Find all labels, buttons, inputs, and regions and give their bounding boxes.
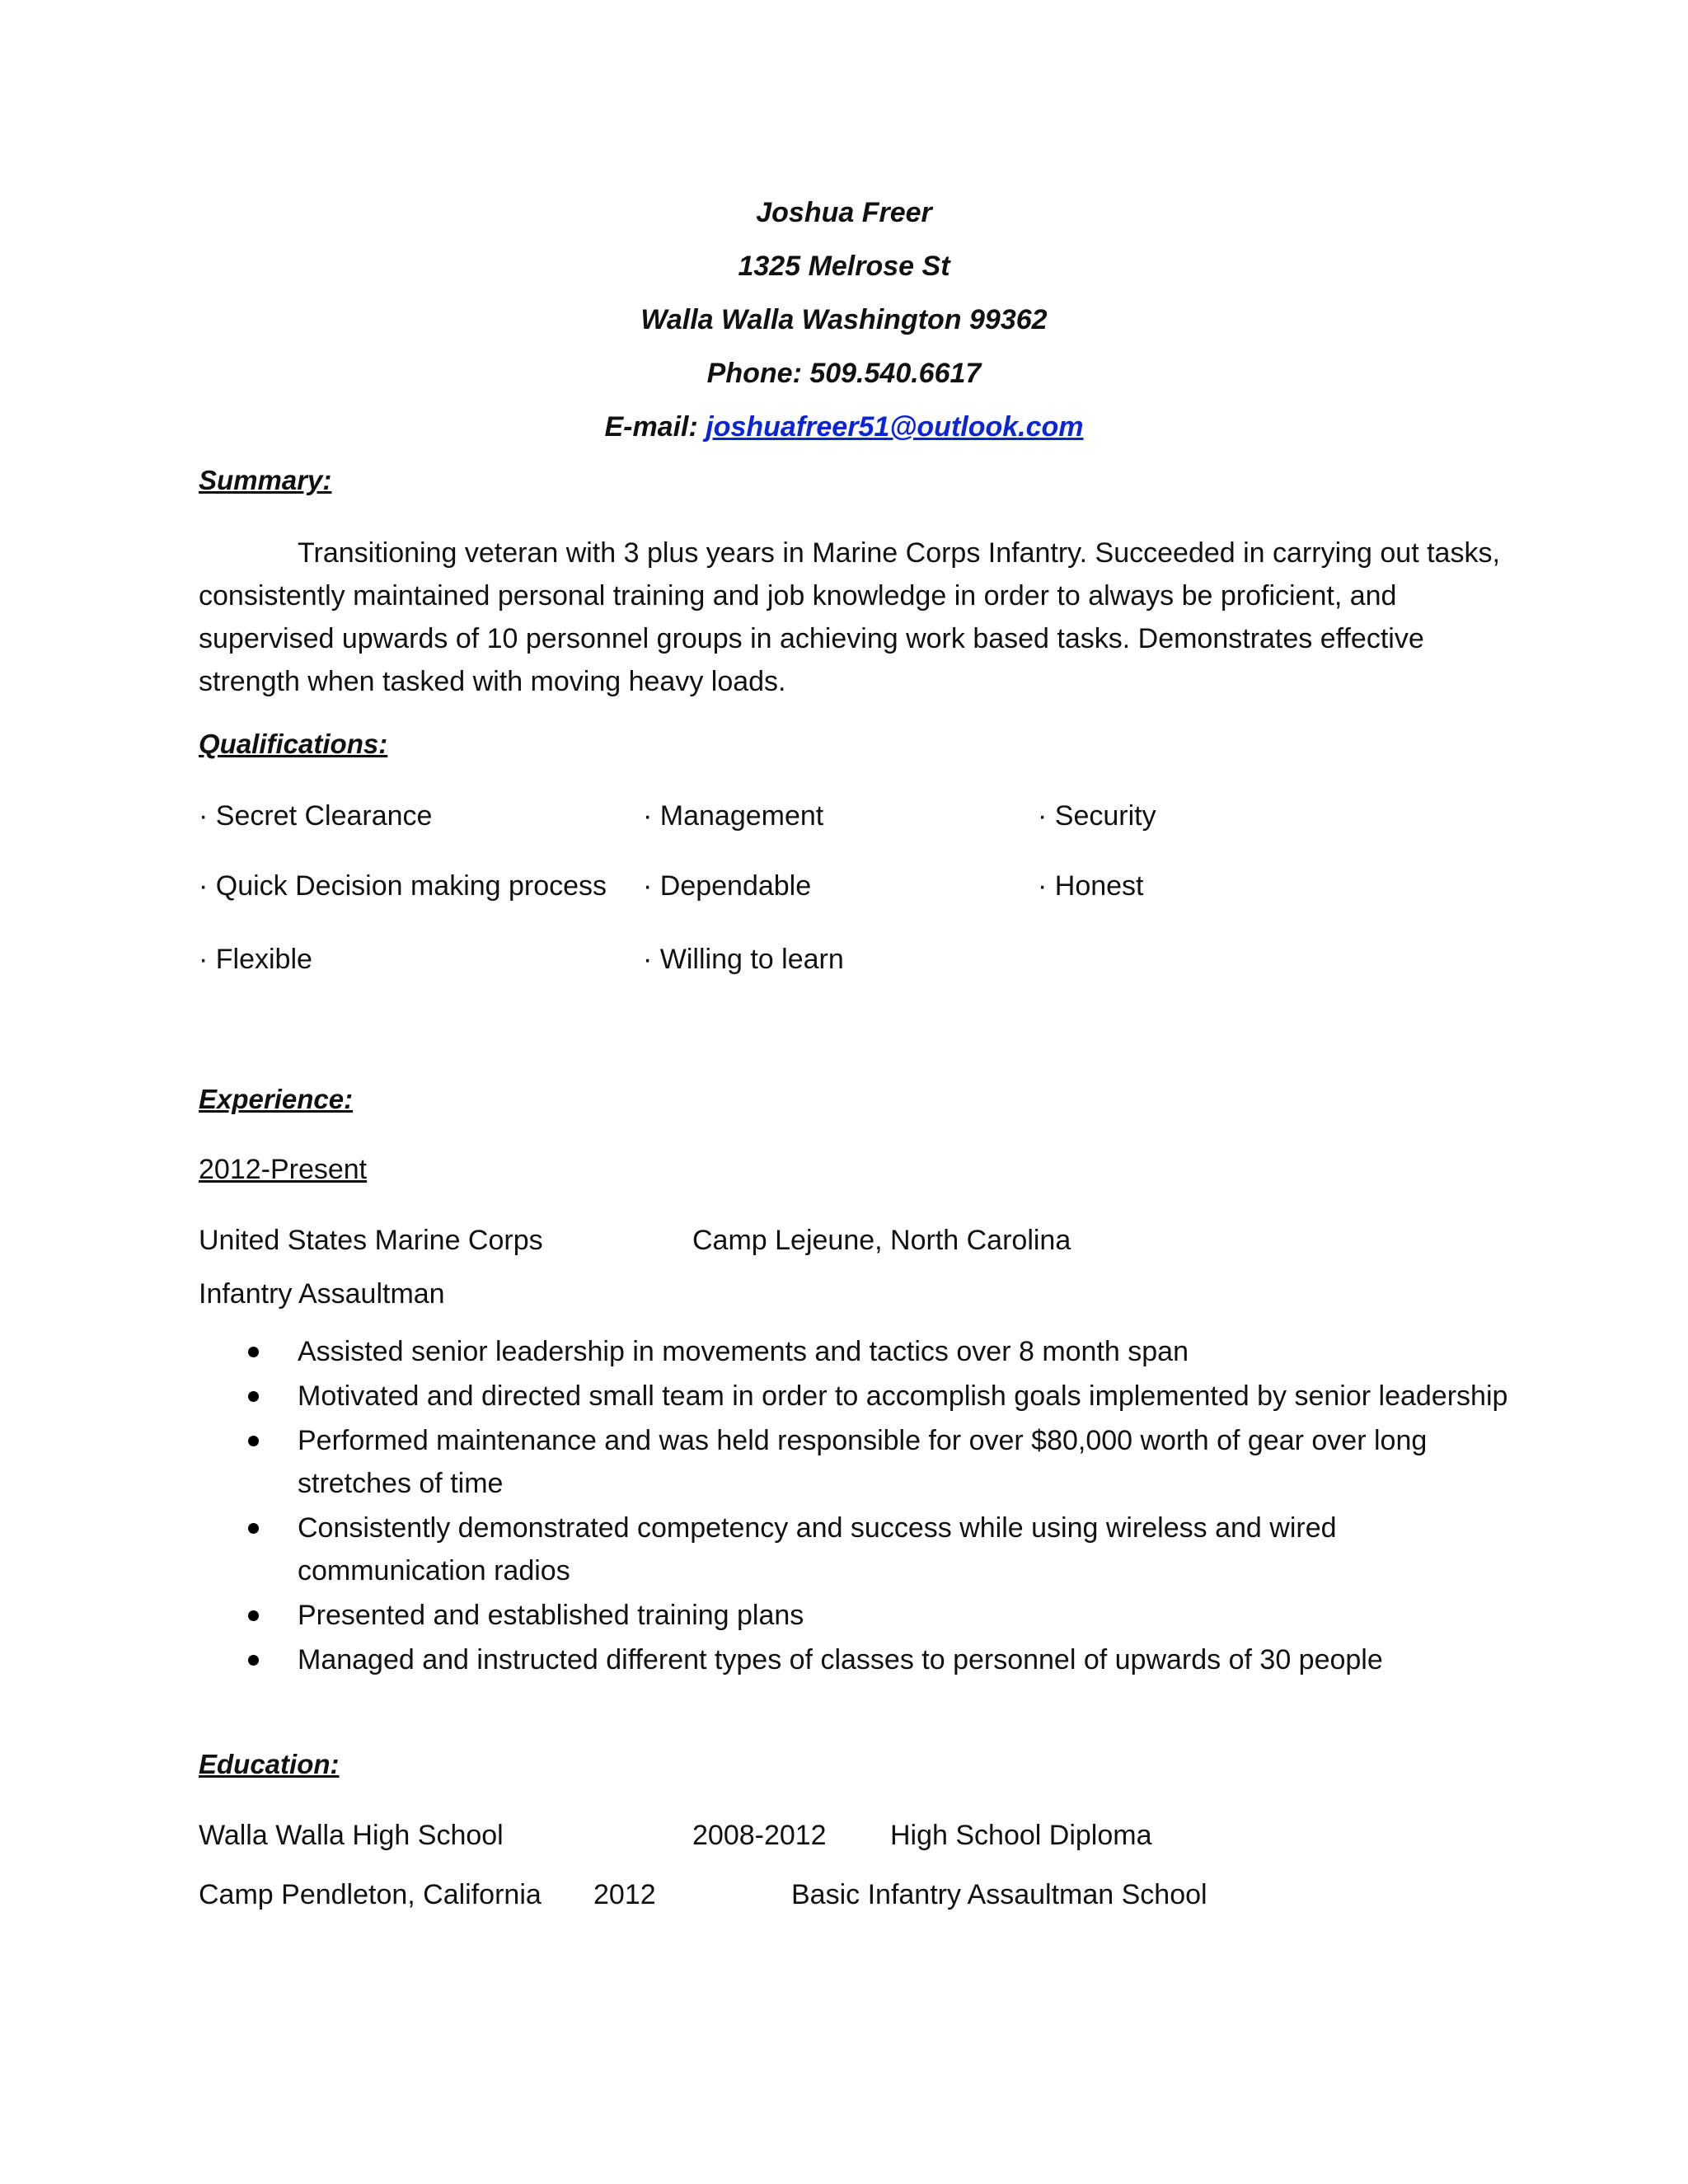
- qualification-item: · Quick Decision making process: [199, 870, 607, 902]
- education-years: 2012: [593, 1879, 656, 1910]
- education-credential: High School Diploma: [890, 1820, 1152, 1851]
- qualifications-heading: Qualifications:: [199, 729, 388, 759]
- bullet-icon: [248, 1655, 259, 1666]
- education-years: 2008-2012: [692, 1820, 827, 1851]
- job-title: Infantry Assaultman: [199, 1278, 445, 1310]
- qualification-item: · Flexible: [199, 944, 312, 975]
- email-link[interactable]: joshuafreer51@outlook.com: [706, 411, 1084, 443]
- email-line: [0, 409, 1688, 445]
- street-address: 1325 Melrose St: [738, 251, 950, 282]
- city-state-zip: Walla Walla Washington 99362: [640, 304, 1048, 335]
- list-item: Presented and established training plans: [199, 1594, 1517, 1637]
- list-item: Performed maintenance and was held responsible for over $80,000 worth of gear over long stretches of time: [199, 1419, 1517, 1505]
- bullet-icon: [248, 1436, 259, 1446]
- list-item: Managed and instructed different types of classes to personnel of upwards of 30 people: [199, 1638, 1517, 1681]
- summary-text: Transitioning veteran with 3 plus years in Marine Corps Infantry. Succeeded in carrying out tasks, consistently maintained personal training and job knowledge in order to always be proficient, and supervised upwards of 10 personnel groups in achieving work based tasks. Demonstrates effective strength when tasked with moving heavy loads.: [199, 537, 1500, 697]
- experience-bullets: [199, 1330, 1517, 1683]
- list-item: Motivated and directed small team in order to accomplish goals implemented by senior leadership: [199, 1375, 1517, 1418]
- qualification-item: · Management: [643, 800, 824, 832]
- education-credential: Basic Infantry Assaultman School: [791, 1879, 1207, 1910]
- qualification-item: · Honest: [1038, 870, 1144, 902]
- experience-heading: Experience:: [199, 1084, 354, 1114]
- email-label: E-mail:: [604, 411, 706, 443]
- education-heading: Education:: [199, 1749, 340, 1779]
- candidate-name: Joshua Freer: [756, 197, 932, 228]
- experience-period: 2012-Present: [199, 1154, 368, 1185]
- summary-heading: Summary:: [199, 465, 332, 495]
- qualification-item: · Dependable: [643, 870, 812, 902]
- qualification-item: · Security: [1038, 800, 1156, 832]
- bullet-icon: [248, 1523, 259, 1534]
- education-school: Camp Pendleton, California: [199, 1879, 542, 1910]
- list-item: Assisted senior leadership in movements and tactics over 8 month span: [199, 1330, 1517, 1373]
- bullet-icon: [248, 1391, 259, 1402]
- education-school: Walla Walla High School: [199, 1820, 504, 1851]
- phone-number: Phone: 509.540.6617: [706, 358, 982, 389]
- employer-location: Camp Lejeune, North Carolina: [692, 1225, 1071, 1256]
- bullet-icon: [248, 1347, 259, 1357]
- employer-name: United States Marine Corps: [199, 1225, 543, 1256]
- contact-header: [0, 194, 1688, 462]
- qualification-item: · Willing to learn: [643, 944, 844, 975]
- bullet-icon: [248, 1610, 259, 1621]
- list-item: Consistently demonstrated competency and success while using wireless and wired communication radios: [199, 1507, 1517, 1592]
- qualification-item: · Secret Clearance: [199, 800, 433, 832]
